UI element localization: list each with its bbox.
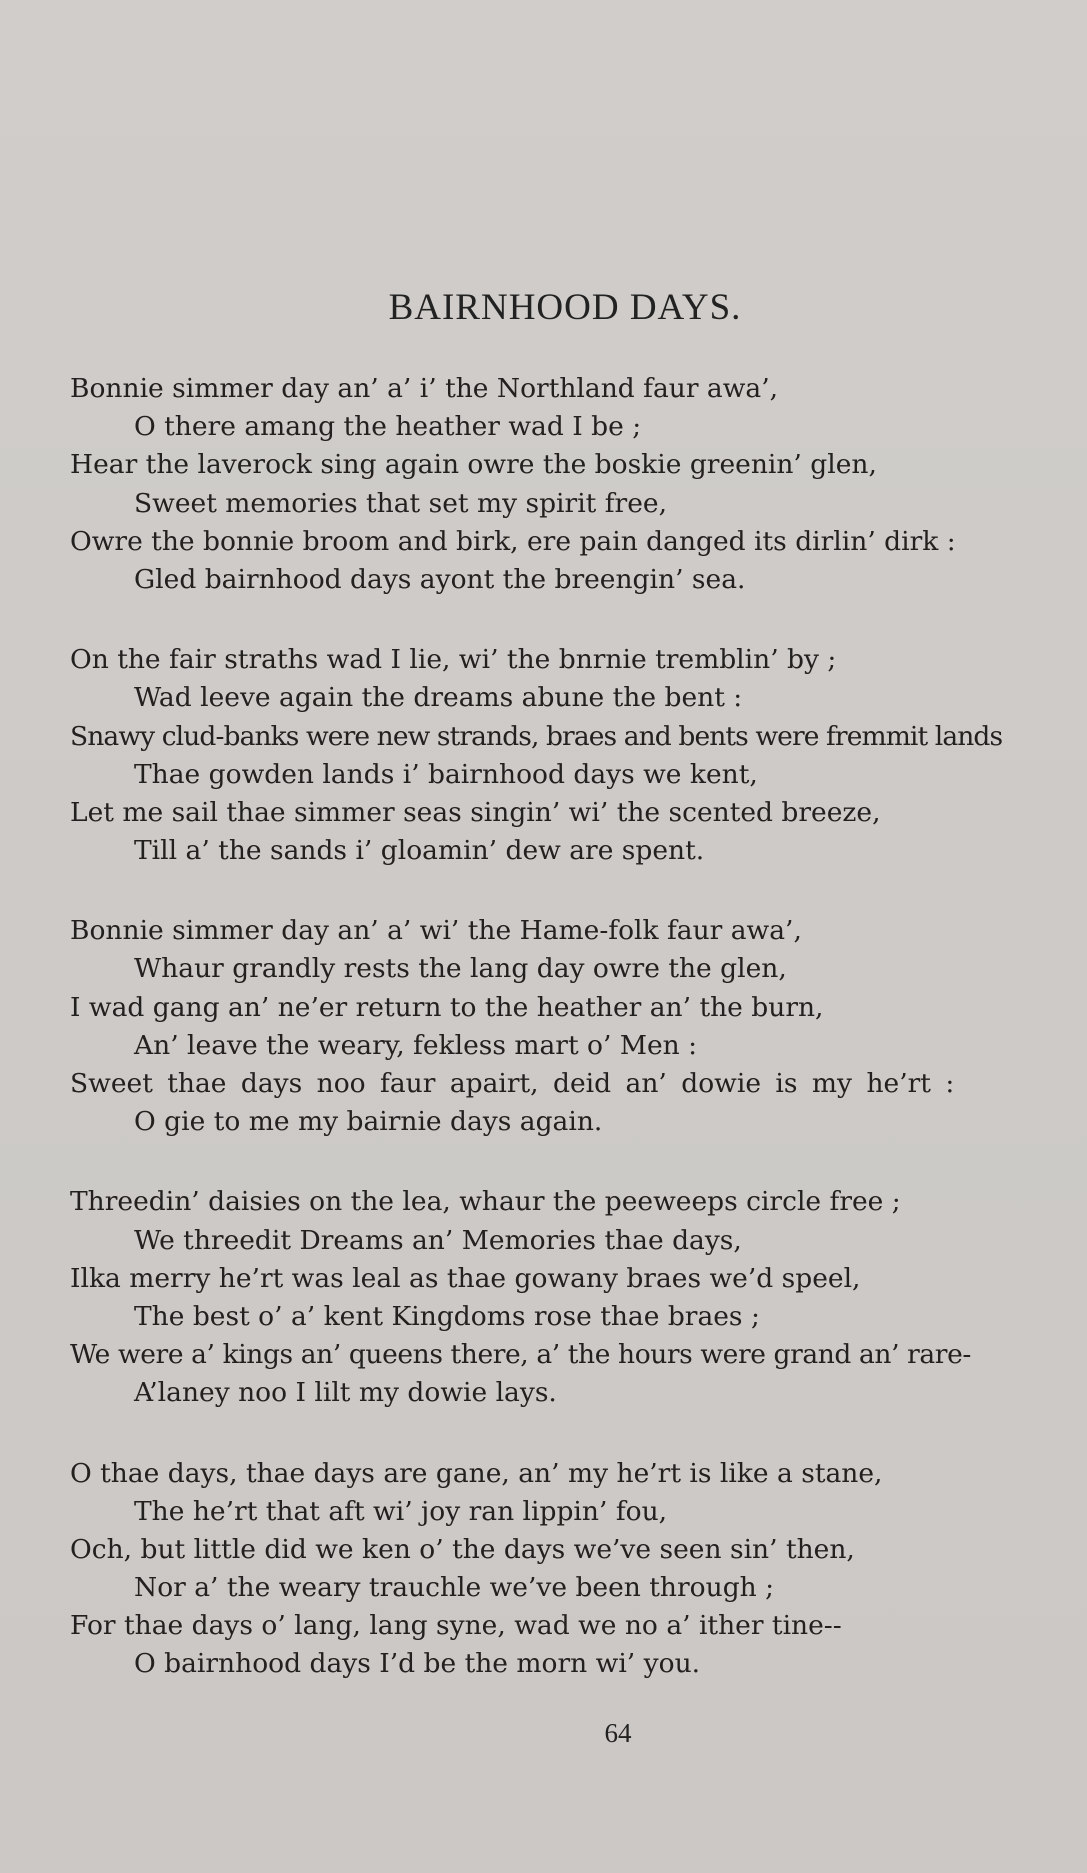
verse-line: O thae days, thae days are gane, an’ my he’rt is like a stane, bbox=[70, 1457, 883, 1489]
verse-line: Gled bairnhood days ayont the breengin’ sea. bbox=[134, 563, 746, 595]
verse-line: An’ leave the weary, fekless mart o’ Men : bbox=[134, 1029, 698, 1061]
verse-line: A’laney noo I lilt my dowie lays. bbox=[134, 1377, 557, 1409]
verse-line: Bonnie simmer day an’ a’ i’ the Northland faur awa’, bbox=[70, 373, 779, 404]
verse-line: Snawy clud-banks were new strands, braes and bents were fremmit lands bbox=[70, 720, 1003, 752]
verse-line: The best o’ a’ kent Kingdoms rose thae braes ; bbox=[134, 1300, 760, 1332]
verse-line: We were a’ kings an’ queens there, a’ the hours were grand an’ rare- bbox=[70, 1339, 971, 1371]
stanza bbox=[70, 912, 1070, 1141]
verse-line: O there amang the heather wad I be ; bbox=[134, 411, 642, 443]
verse-line: We threedit Dreams an’ Memories thae days, bbox=[134, 1224, 742, 1256]
verse-line: Wad leeve again the dreams abune the bent : bbox=[134, 682, 743, 714]
verse-line: Nor a’ the weary trauchle we’ve been through ; bbox=[134, 1572, 775, 1604]
poem-body bbox=[70, 370, 1070, 1726]
verse-line: Sweet memories that set my spirit free, bbox=[134, 487, 668, 519]
stanza bbox=[70, 641, 1070, 870]
stanza bbox=[70, 1455, 1070, 1684]
verse-line: O gie to me my bairnie days again. bbox=[134, 1106, 603, 1138]
verse-line: Thae gowden lands i’ bairnhood days we kent, bbox=[134, 758, 758, 790]
verse-line: For thae days o’ lang, lang syne, wad we no a’ ither tine-- bbox=[70, 1610, 842, 1642]
poem-title: BAIRNHOOD DAYS. bbox=[388, 287, 742, 328]
verse-line: Sweet thae days noo faur apairt, deid an’ dowie is my he’rt : bbox=[70, 1068, 955, 1099]
verse-line: Bonnie simmer day an’ a’ wi’ the Hame-folk faur awa’, bbox=[70, 915, 802, 947]
verse-line: Owre the bonnie broom and birk, ere pain danged its dirlin’ dirk : bbox=[70, 525, 956, 557]
verse-line: The he’rt that aft wi’ joy ran lippin’ fou, bbox=[134, 1495, 668, 1527]
verse-line: Let me sail thae simmer seas singin’ wi’ the scented breeze, bbox=[70, 796, 881, 828]
verse-line: Threedin’ daisies on the lea, whaur the peeweeps circle free ; bbox=[70, 1186, 901, 1218]
verse-line: Whaur grandly rests the lang day owre the glen, bbox=[134, 953, 787, 985]
stanza bbox=[70, 370, 1070, 599]
verse-line: I wad gang an’ ne’er return to the heather an’ the burn, bbox=[70, 991, 824, 1023]
verse-line: Ilka merry he’rt was leal as thae gowany braes we’d speel, bbox=[70, 1262, 861, 1294]
verse-line: O bairnhood days I’d be the morn wi’ you. bbox=[134, 1648, 701, 1680]
verse-line: Till a’ the sands i’ gloamin’ dew are spent. bbox=[134, 835, 705, 867]
page-number: 64 bbox=[604, 1718, 632, 1748]
verse-line: Hear the laverock sing again owre the boskie greenin’ glen, bbox=[70, 449, 877, 481]
stanza bbox=[70, 1183, 1070, 1412]
verse-line: On the fair straths wad I lie, wi’ the bnrnie tremblin’ by ; bbox=[70, 644, 837, 676]
verse-line: Och, but little did we ken o’ the days we’ve seen sin’ then, bbox=[70, 1533, 855, 1565]
